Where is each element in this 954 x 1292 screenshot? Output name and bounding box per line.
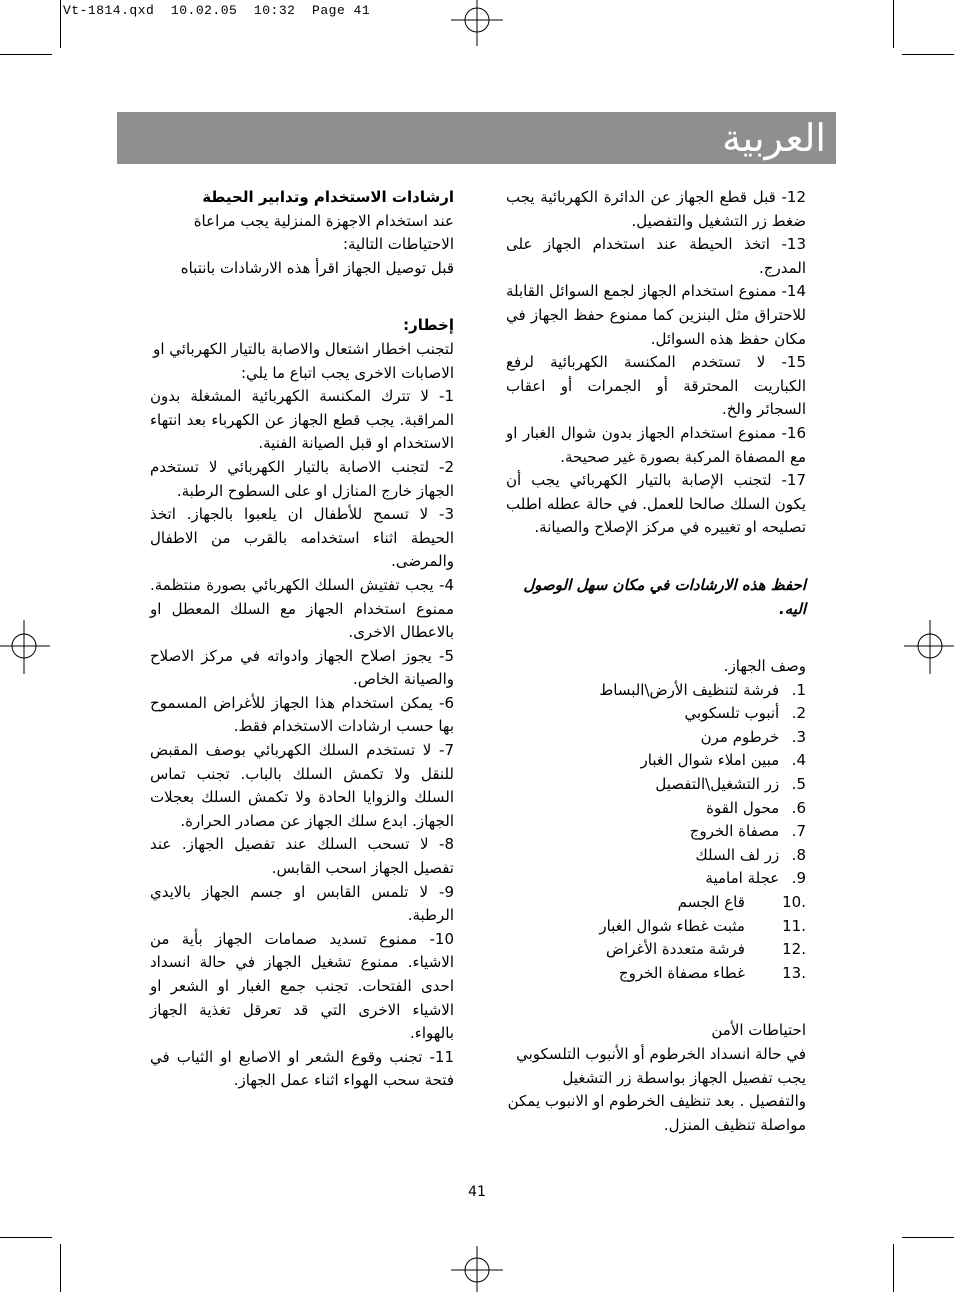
crop-mark-bottom-right-v — [893, 1244, 894, 1292]
left-column — [150, 186, 454, 1093]
instruction-item: 14- ممنوع استخدام الجهاز لجمع السوائل القابلة للاحتراق مثل البنزين كما ممنوع حفظ الجهاز في مكان حفظ هذه السوائل. — [506, 282, 806, 348]
part-number: .10 — [782, 893, 806, 912]
list-item — [506, 679, 806, 703]
part-number: .13 — [782, 963, 806, 982]
page-number: 41 — [468, 1184, 486, 1200]
instruction-item: 3- لا تسمح للأطفال ان يلعبوا بالجهاز. اتخذ الحيطة اثناء استخدامه بالقرب من الاطفال والمرضى. — [150, 505, 454, 571]
description-title: وصف الجهاز. — [723, 657, 806, 676]
list-item — [506, 962, 806, 986]
part-number: 2. — [791, 704, 806, 723]
part-number: 3. — [791, 727, 806, 746]
instruction-item: 17- لتجنب الإصابة بالتيار الكهربائي يجب أن يكون السلك صالحا للعمل. في حالة عطله اطلب تصليحه او تغييره في مركز الإصلاح والصيانة. — [506, 471, 806, 537]
warning-text: لتجنب اخطار اشتعال والاصابة بالتيار الكهربائي او الاصابات الاخرى يجب اتباع ما يلي: — [153, 339, 454, 382]
list-item — [506, 891, 806, 915]
part-number: 7. — [791, 822, 806, 841]
instruction-item: 12- قبل قطع الجهاز عن الدائرة الكهربائية يجب ضغط زر التشغيل والتفصيل. — [506, 188, 806, 230]
safety-title: احتياطات الأمن — [711, 1021, 806, 1040]
list-item — [506, 938, 806, 962]
part-label: مصفاة الخروج — [689, 822, 780, 841]
intro-text-2: قبل توصيل الجهاز اقرأ هذه الارشادات بانتباه — [180, 258, 454, 277]
section-title: ارشادات الاستخدام وتدابير الحيطة — [202, 188, 454, 206]
list-item — [506, 867, 806, 891]
language-banner — [117, 112, 836, 164]
crop-mark-bottom-left-h — [0, 1237, 52, 1238]
safety-text: في حالة انسداد الخرطوم أو الأنبوب التلسكوبي يجب تفصيل الجهاز بواسطة زر التشغيل والتفصيل . بعد تنظيف الخرطوم او الانبوب يمكن مواصلة تنظيف المنزل. — [507, 1045, 806, 1134]
instruction-item: 16- ممنوع استخدام الجهاز بدون شوال الغبار او مع المصفاة المركبة بصورة غير صحيحة. — [506, 423, 806, 466]
instruction-item: 6- يمكن استخدام هذا الجهاز للأغراض المسموح بها حسب ارشادات الاستخدام فقط. — [150, 693, 454, 736]
list-item — [506, 844, 806, 868]
part-number: .12 — [782, 940, 806, 959]
part-label: خرطوم مرن — [700, 727, 780, 746]
part-label: عجلة امامية — [705, 869, 780, 888]
list-item — [506, 820, 806, 844]
crop-mark-bottom-left-v — [60, 1244, 61, 1292]
part-label: غطاء مصفاة الخروج — [618, 963, 745, 982]
instruction-item: 2- لتجنب الاصابة بالتيار الكهربائي لا تستخدم الجهاز خارج المنازل او على السطوح الرطبة. — [150, 457, 454, 500]
instruction-item: 11- تجنب وقوع الشعر او الاصابع او الثياب في فتحة سحب الهواء اثناء عمل الجهاز. — [150, 1047, 454, 1090]
part-label: زر التشغيل\التفصيل — [655, 775, 780, 794]
instruction-item: 5- يجوز اصلاح الجهاز وادواته في مركز الاصلاح والصيانة الخاص. — [150, 646, 454, 689]
list-item — [506, 773, 806, 797]
instruction-item: 7- لا تستخدم السلك الكهربائي بوصف المقبض للنقل ولا تكمش السلك بالباب. تجنب تماس السلك والزوايا الحادة ولا تكمش السلك بعجلات الجهاز. ابدع سلك الجهاز عن مصادر الحرارة. — [150, 741, 454, 830]
part-number: 9. — [791, 869, 806, 888]
part-number: 5. — [791, 775, 806, 794]
keep-instructions-note: احفظ هذه الارشادات في مكان سهل الوصول اليه. — [523, 575, 806, 618]
language-title: العربية — [722, 116, 826, 160]
right-column — [506, 186, 806, 1137]
crop-mark-bottom-right-h — [902, 1237, 954, 1238]
instruction-item: 8- لا تسحب السلك عند تفصيل الجهاز. عند تفصيل الجهاز اسحب القابس. — [150, 835, 454, 878]
instruction-item: 4- يجب تفتيش السلك الكهربائي بصورة منتظمة. ممنوع استخدام الجهاز مع السلك المعطل او بالاعطال الاخرى. — [150, 575, 454, 642]
part-number: .11 — [782, 916, 806, 935]
instruction-item: 15- لا تستخدم المكنسة الكهربائية لرفع الكباريت المحترقة أو الجمرات أو اعقاب السجائر والخ. — [506, 353, 806, 419]
part-label: قاع الجسم — [677, 893, 745, 912]
list-item — [506, 915, 806, 939]
part-label: فرشة متعددة الأغراض — [605, 940, 745, 959]
registration-mark-right — [904, 620, 954, 674]
crop-mark-top-left-v — [60, 0, 61, 48]
warning-title: إخطار: — [403, 316, 454, 335]
part-number: 8. — [791, 845, 806, 864]
instruction-item: 13- اتخذ الحيطة عند استخدام الجهاز على المدرج. — [506, 235, 806, 277]
intro-text: عند استخدام الاجهزة المنزلية يجب مراعاة الاحتياطات التالية: — [193, 211, 454, 254]
file-slug: Vt-1814.qxd 10.02.05 10:32 Page 41 — [63, 3, 371, 18]
part-number: 6. — [791, 798, 806, 817]
part-label: زر لف السلك — [695, 845, 780, 864]
part-label: مثبت غطاء شوال الغبار — [599, 916, 745, 935]
list-item — [506, 726, 806, 750]
instruction-item: 1- لا تترك المكنسة الكهربائية المشغلة بدون المراقبة. يجب قطع الجهاز عن الكهرباء بعد انتهاء الاستخدام او قبل الصيانة الفنية. — [150, 387, 454, 453]
part-number: 4. — [791, 751, 806, 770]
parts-list — [506, 679, 806, 986]
part-label: مبين املاء شوال الغبار — [640, 751, 780, 770]
crop-mark-top-left-h — [0, 54, 52, 55]
part-label: محول القوة — [706, 798, 780, 817]
list-item — [506, 797, 806, 821]
crop-mark-top-right-h — [902, 54, 954, 55]
instruction-item: 9- لا تلمس القابس او جسم الجهاز بالايدي الرطبة. — [150, 882, 454, 925]
list-item — [506, 702, 806, 726]
list-item — [506, 749, 806, 773]
part-label: أنبوب تلسكوبي — [684, 704, 780, 723]
registration-mark-top — [449, 0, 505, 46]
instruction-item: 10- ممنوع تسديد صمامات الجهاز بأية من الاشياء. ممنوع تشغيل الجهاز في حالة انسداد احدى الفتحات. تجنب جمع الغبار او الشعر او الاشياء الاخرى التي قد تعرقل تغذية الجهاز بالهواء. — [150, 929, 454, 1043]
registration-mark-left — [0, 620, 50, 674]
part-label: فرشة لتنظيف الأرض\البساط — [599, 680, 780, 699]
part-number: 1. — [791, 680, 806, 699]
crop-mark-top-right-v — [893, 0, 894, 48]
registration-mark-bottom — [449, 1246, 505, 1292]
